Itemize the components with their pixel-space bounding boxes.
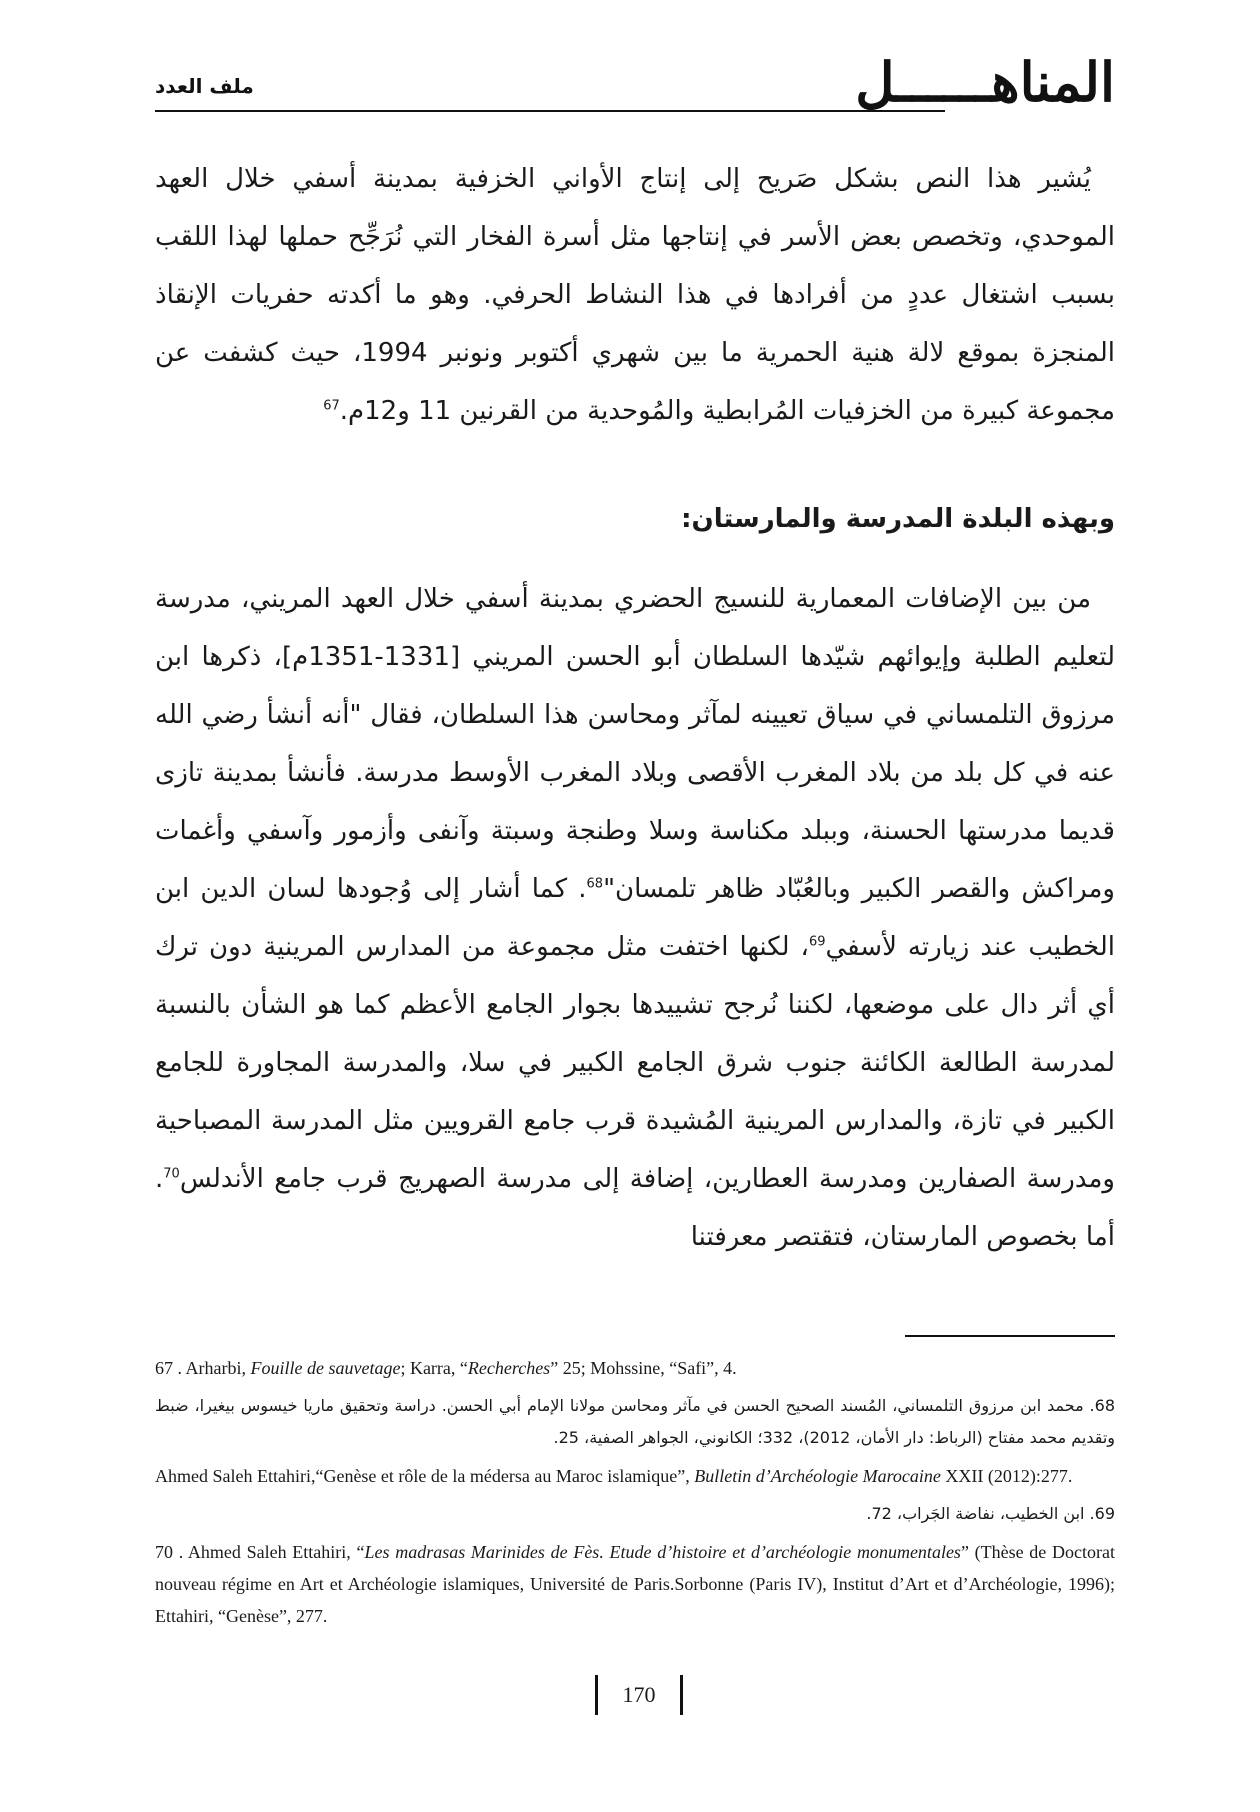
footnote-67: 67 . Arharbi, Fouille de sauvetage; Karra, “Recherches” 25; Mohssine, “Safi”, 4. (155, 1358, 737, 1378)
paragraph-2-text-a: من بين الإضافات المعمارية للنسيج الحضري بمدينة أسفي خلال العهد المريني، مدرسة لتعليم الطلبة وإيوائهم شيّدها السلطان أبو الحسن المريني [1331-1351م]، ذكرها ابن مرزوق التلمساني في سياق تعيينه لمآثر ومحاسن هذا السلطان، فقال "أنه أنشأ رضي الله عنه في كل بلد من بلاد المغرب الأقصى وبلاد المغرب الأوسط مدرسة. فأنشأ بمدينة تازى قديما مدرستها الحسنة، وببلد مكناسة وسلا وطنجة وسبتة وآنفى وأزمور وآسفي وأغمات ومراكش والقصر الكبير وبالعُبّاد ظاهر تلمسان" (155, 584, 1115, 904)
paragraph-2-text-d: . أما بخصوص المارستان، فتقتصر معرفتنا (155, 1164, 1115, 1252)
footnotes (155, 1352, 1115, 1638)
section-label: ملف العدد (155, 74, 254, 98)
paragraph-1-text: يُشير هذا النص بشكل صَريح إلى إنتاج الأواني الخزفية بمدينة أسفي خلال العهد الموحدي، وتخصص بعض الأسر في إنتاجها مثل أسرة الفخار التي نُرَجِّح حملها لهذا اللقب بسبب اشتغال عددٍ من أفرادها في هذا النشاط الحرفي. وهو ما أكدته حفريات الإنقاذ المنجزة بموقع لالة هنية الحمرية ما بين شهري أكتوبر ونونبر 1994، حيث كشفت عن مجموعة كبيرة من الخزفيات المُرابطية والمُوحدية من القرنين 11 و12م. (155, 164, 1115, 426)
paragraph-2 (155, 570, 1115, 1266)
footnote-ref-70[interactable]: 70 (163, 1166, 180, 1182)
footnote-70: 70 . Ahmed Saleh Ettahiri, “Les madrasas Marinides de Fès. Etude d’histoire et d’archéologie monumentales” (Thèse de Doctorat nouveau régime en Art et Archéologie islamiques, Université de Paris.Sorbonne (Paris IV), Institut d’Art et d’Archéologie, 1996); Ettahiri, “Genèse”, 277. (155, 1542, 1115, 1626)
footnote-ref-68[interactable]: 68 (586, 876, 604, 892)
paragraph-2-text-c: ، لكنها اختفت مثل مجموعة من المدارس المرينية دون ترك أي أثر دال على موضعها، لكننا نُرجح تشييدها بجوار الجامع الأعظم كما هو الشأن بالنسبة لمدرسة الطالعة الكائنة جنوب شرق الجامع الكبير في سلا، والمدرسة المجاورة للجامع الكبير في تازة، والمدارس المرينية المُشيدة قرب جامع القرويين مثل المدرسة المصباحية ومدرسة الصفارين ومدرسة العطارين، إضافة إلى مدرسة الصهريج قرب جامع الأندلس (155, 932, 1115, 1194)
footnote-ref-67[interactable]: 67 (323, 398, 340, 414)
paragraph-1 (155, 150, 1115, 440)
section-heading: وبهذه البلدة المدرسة والمارستان: (681, 504, 1115, 534)
header-rule (155, 110, 945, 112)
page-header (155, 52, 1115, 124)
footnote-69: 69. ابن الخطيب، نفاضة الجَراب، 72. (866, 1504, 1115, 1523)
journal-logo: المناهــــــل (855, 50, 1115, 114)
page-number: 170 (595, 1675, 683, 1715)
footnote-68-french: Ahmed Saleh Ettahiri,“Genèse et rôle de la médersa au Maroc islamique”, Bulletin d’Archéologie Marocaine XXII (2012):277. (155, 1466, 1073, 1486)
footnote-ref-69[interactable]: 69 (808, 934, 826, 950)
footnote-68-arabic: 68. محمد ابن مرزوق التلمساني، المُسند الصحيح الحسن في مآثر ومحاسن مولانا الإمام أبي الحسن. دراسة وتحقيق ماريا خيسوس بيغيرا، ضبط وتقديم محمد مفتاح (الرباط: دار الأمان، 2012)، 332؛ الكانوني، الجواهر الصفية، 25. (155, 1396, 1115, 1447)
paragraph-2-text-b: . كما أشار إلى وُجودها لسان الدين ابن الخطيب عند زيارته لأسفي (155, 874, 1115, 962)
footnote-separator (905, 1335, 1115, 1337)
